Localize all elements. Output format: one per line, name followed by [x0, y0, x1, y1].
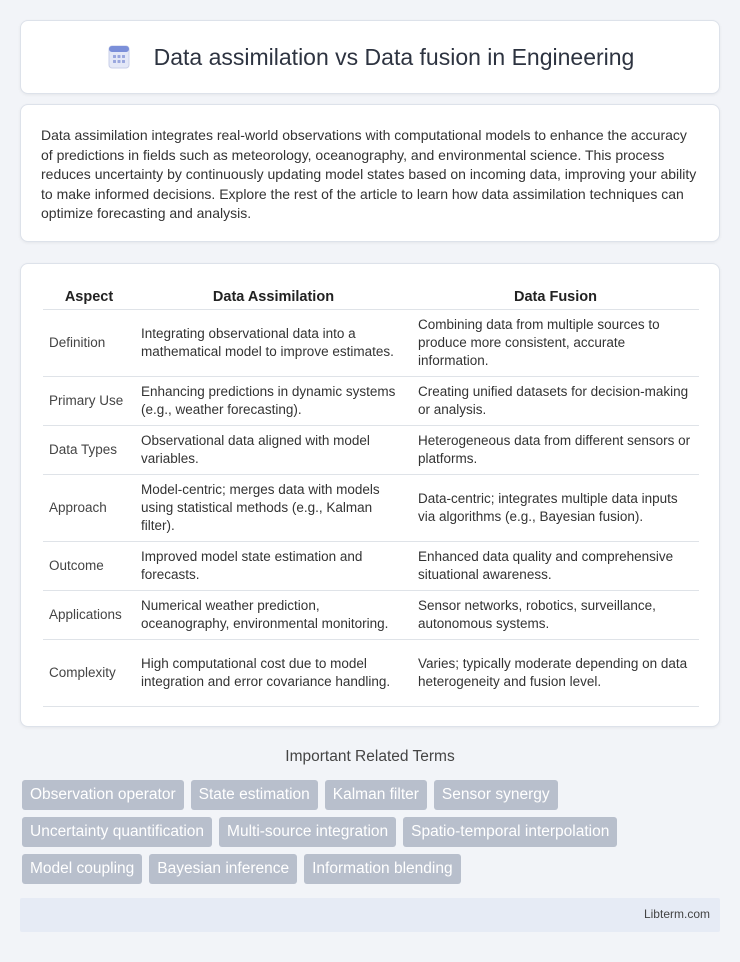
row-aspect: Primary Use [43, 376, 135, 425]
document-grid-icon [106, 44, 132, 70]
header-aspect: Aspect [43, 285, 135, 309]
tag-multi-source-integration[interactable]: Multi-source integration [219, 817, 396, 847]
row-assimilation: Improved model state estimation and forecasts. [135, 541, 412, 590]
tag-row [22, 817, 722, 847]
row-fusion: Combining data from multiple sources to produce more consistent, accurate information. [412, 309, 699, 376]
row-fusion: Creating unified datasets for decision-making or analysis. [412, 376, 699, 425]
header-data-fusion: Data Fusion [412, 285, 699, 309]
title-card [20, 20, 720, 94]
tag-model-coupling[interactable]: Model coupling [22, 854, 142, 884]
tag-bayesian-inference[interactable]: Bayesian inference [149, 854, 297, 884]
row-assimilation: Enhancing predictions in dynamic systems (e.g., weather forecasting). [135, 376, 412, 425]
tag-row [22, 780, 722, 810]
row-assimilation: Numerical weather prediction, oceanography, environmental monitoring. [135, 590, 412, 639]
intro-paragraph: Data assimilation integrates real-world observations with computational models to enhance the accuracy of predictions in fields such as meteorology, oceanography, and environmental science. This process reduces uncertainty by continuously updating model states based on incoming data, improving your ability to make informed decisions. Explore the rest of the article to learn how data assimilation techniques can optimize forecasting and analysis. [41, 127, 697, 221]
header-data-assimilation: Data Assimilation [135, 285, 412, 309]
tag-row [22, 854, 722, 884]
row-aspect: Applications [43, 590, 135, 639]
row-fusion: Varies; typically moderate depending on data heterogeneity and fusion level. [412, 639, 699, 706]
tag-state-estimation[interactable]: State estimation [191, 780, 318, 810]
row-aspect: Outcome [43, 541, 135, 590]
row-aspect: Data Types [43, 425, 135, 474]
row-aspect: Complexity [43, 639, 135, 706]
row-fusion: Enhanced data quality and comprehensive situational awareness. [412, 541, 699, 590]
row-fusion: Heterogeneous data from different sensors or platforms. [412, 425, 699, 474]
row-assimilation: Model-centric; merges data with models using statistical methods (e.g., Kalman filter). [135, 474, 412, 541]
row-aspect: Approach [43, 474, 135, 541]
tag-information-blending[interactable]: Information blending [304, 854, 460, 884]
comparison-card [20, 263, 720, 727]
page-title: Data assimilation vs Data fusion in Engineering [153, 43, 635, 70]
tag-uncertainty-quantification[interactable]: Uncertainty quantification [22, 817, 212, 847]
row-assimilation: Observational data aligned with model variables. [135, 425, 412, 474]
tag-sensor-synergy[interactable]: Sensor synergy [434, 780, 558, 810]
table-row [43, 474, 699, 541]
table-row [43, 541, 699, 590]
related-terms-list [22, 780, 722, 891]
related-terms-title: Important Related Terms [285, 748, 455, 765]
tag-observation-operator[interactable]: Observation operator [22, 780, 184, 810]
footer [20, 898, 720, 932]
table-row [43, 639, 699, 706]
intro-card [20, 104, 720, 242]
footer-site-link[interactable]: Libterm.com [643, 907, 710, 921]
comparison-table [43, 285, 699, 707]
row-fusion: Sensor networks, robotics, surveillance, autonomous systems. [412, 590, 699, 639]
tag-kalman-filter[interactable]: Kalman filter [325, 780, 427, 810]
tag-spatio-temporal-interpolation[interactable]: Spatio-temporal interpolation [403, 817, 617, 847]
table-header-row [43, 285, 699, 309]
row-fusion: Data-centric; integrates multiple data inputs via algorithms (e.g., Bayesian fusion). [412, 474, 699, 541]
table-row [43, 309, 699, 376]
row-assimilation: Integrating observational data into a mathematical model to improve estimates. [135, 309, 412, 376]
row-assimilation: High computational cost due to model integration and error covariance handling. [135, 639, 412, 706]
row-aspect: Definition [43, 309, 135, 376]
table-row [43, 425, 699, 474]
table-row [43, 590, 699, 639]
table-row [43, 376, 699, 425]
